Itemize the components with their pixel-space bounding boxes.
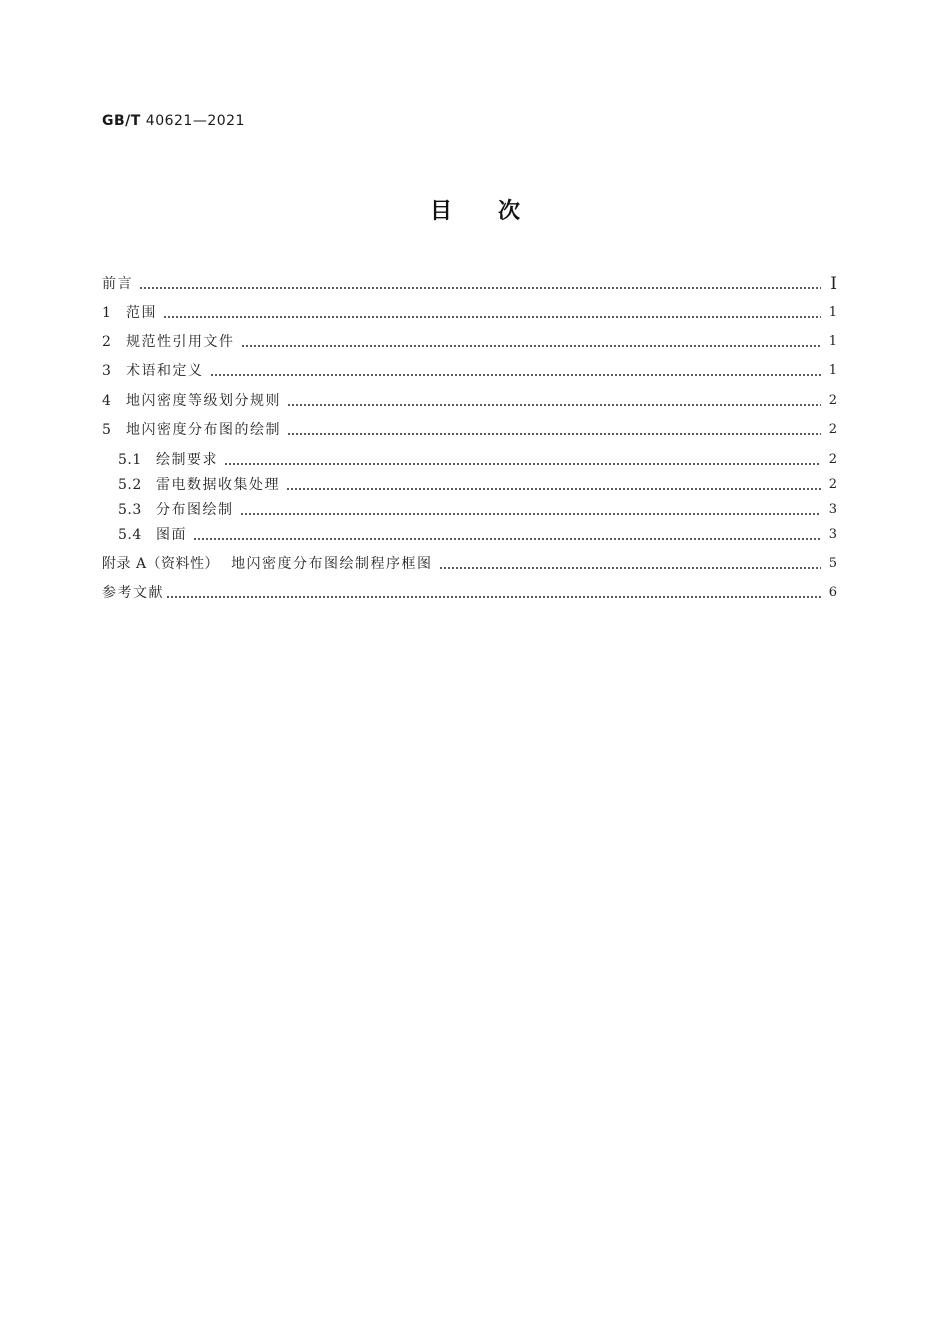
toc-entry-number: 1 xyxy=(102,305,112,321)
toc-entry-label: 地闪密度等级划分规则 xyxy=(126,393,281,409)
toc-entry-annex-a[interactable] xyxy=(102,552,837,574)
toc-page-number: 2 xyxy=(828,393,837,408)
toc-page-number: 1 xyxy=(828,305,837,320)
toc-entry-number: 5 xyxy=(102,422,112,438)
toc-leader-dots xyxy=(193,538,821,540)
toc-page-number: 5 xyxy=(828,556,837,571)
toc-entry-5-2[interactable] xyxy=(118,473,837,495)
toc-entry-5[interactable] xyxy=(102,418,837,440)
toc-entry-label: 雷电数据收集处理 xyxy=(156,477,280,493)
toc-entry-number: 4 xyxy=(102,393,112,409)
toc-page-number: 2 xyxy=(828,452,837,467)
toc-entry-label: 范围 xyxy=(126,305,157,321)
toc-page-number: 3 xyxy=(828,502,837,517)
toc-entry-number: 3 xyxy=(102,363,112,379)
toc-entry-label: 绘制要求 xyxy=(156,452,218,468)
toc-leader-dots xyxy=(224,463,821,465)
toc-leader-dots xyxy=(210,374,822,376)
toc-entry-number: 附录 A（资料性） xyxy=(102,556,220,572)
toc-entry-5-1[interactable] xyxy=(118,448,837,470)
toc-entry-label: 术语和定义 xyxy=(126,363,204,379)
toc-leader-dots xyxy=(286,488,821,490)
toc-entry-4[interactable] xyxy=(102,389,837,411)
toc-leader-dots xyxy=(139,287,821,289)
toc-entry-number: 5.4 xyxy=(118,527,142,543)
toc-page-number: 2 xyxy=(828,422,837,437)
toc-page-number: 1 xyxy=(828,363,837,378)
toc-entry-5-3[interactable] xyxy=(118,498,837,520)
toc-page-number: Ⅰ xyxy=(830,274,837,294)
toc-entry-label: 前言 xyxy=(102,276,133,292)
toc-entry-2[interactable] xyxy=(102,330,837,352)
toc-leader-dots xyxy=(166,596,821,598)
toc-leader-dots xyxy=(241,345,822,347)
toc-entry-label: 分布图绘制 xyxy=(156,502,234,518)
toc-entry-1[interactable] xyxy=(102,301,837,323)
toc-leader-dots xyxy=(287,433,821,435)
toc-entry-label: 地闪密度分布图的绘制 xyxy=(126,422,281,438)
toc-entry-label: 规范性引用文件 xyxy=(126,334,235,350)
toc-entry-label: 图面 xyxy=(156,527,187,543)
toc-leader-dots xyxy=(240,513,822,515)
standard-code-number: 40621—2021 xyxy=(145,113,245,129)
toc-entry-number: 5.3 xyxy=(118,502,142,518)
toc-entry-number: 5.1 xyxy=(118,452,142,468)
toc-entry-label: 地闪密度分布图绘制程序框图 xyxy=(231,556,433,572)
toc-entry-number: 2 xyxy=(102,334,112,350)
toc-leader-dots xyxy=(439,567,821,569)
toc-entry-5-4[interactable] xyxy=(118,523,837,545)
toc-entry-3[interactable] xyxy=(102,359,837,381)
toc-entry-foreword[interactable] xyxy=(102,272,837,294)
toc-leader-dots xyxy=(287,404,821,406)
toc-entry-bibliography[interactable] xyxy=(102,581,837,603)
toc-entry-label: 参考文献 xyxy=(102,585,164,601)
page-title: 目次 xyxy=(429,199,566,224)
toc-leader-dots xyxy=(163,316,821,318)
toc-page-number: 6 xyxy=(828,585,837,600)
toc-page-number: 3 xyxy=(828,527,837,542)
standard-code-prefix: GB/T xyxy=(102,113,141,129)
toc-page-number: 2 xyxy=(828,477,837,492)
toc-page-number: 1 xyxy=(828,334,837,349)
toc-entry-number: 5.2 xyxy=(118,477,142,493)
